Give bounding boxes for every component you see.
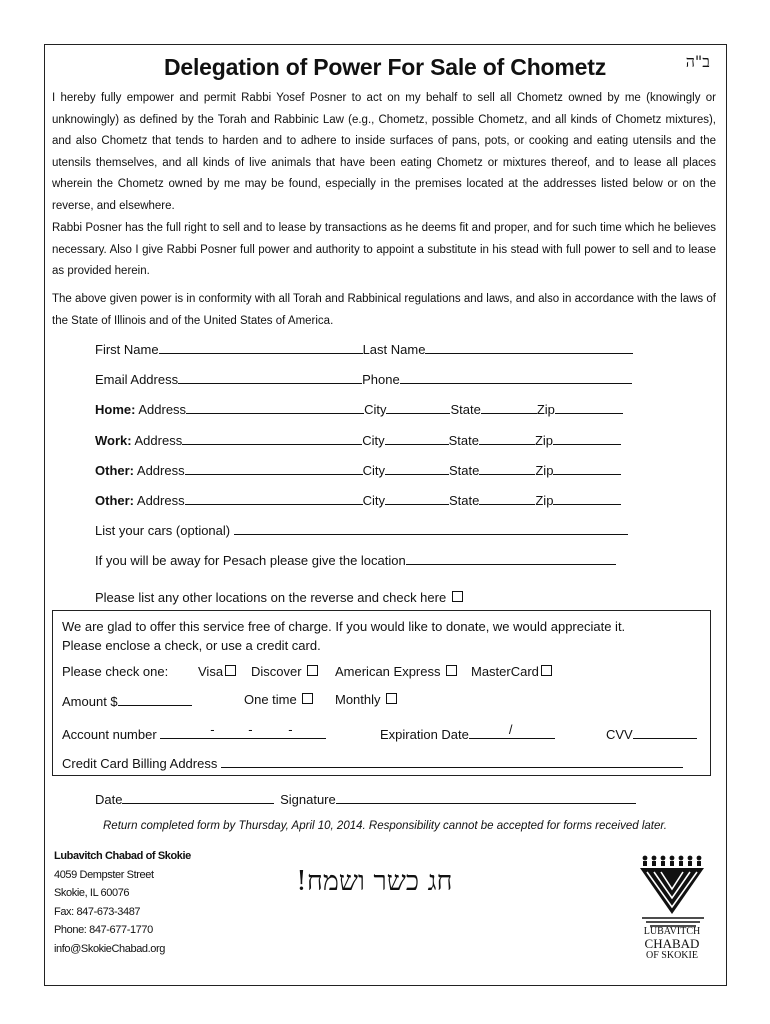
other-zip-field[interactable] [553, 461, 621, 475]
amount-label: Amount $ [62, 694, 118, 709]
work-city-field[interactable] [385, 431, 449, 445]
mastercard-checkbox[interactable] [541, 665, 552, 676]
billing-address-label: Credit Card Billing Address [62, 756, 218, 771]
org-phone: Phone: 847-677-1770 [54, 924, 153, 936]
org-fax: Fax: 847-673-3487 [54, 906, 141, 918]
home-label: Home: [95, 402, 136, 417]
discover-label: Discover [251, 664, 302, 679]
paragraph-conformity: The above given power is in conformity with all Torah and Rabbinical regulations and laws, and also in accordance with the laws of the State of Illinois and of the United States of America. [52, 293, 716, 327]
work-state-field[interactable] [479, 431, 535, 445]
account-number-row [62, 722, 326, 742]
work-address-row [95, 431, 621, 449]
expiration-field[interactable]: / [469, 725, 555, 739]
other-locations-row [95, 590, 463, 608]
other-address-field[interactable] [185, 461, 363, 475]
paragraph-rights: Rabbi Posner has the full right to sell and to lease by transactions as he deems fit and proper, and for such time which he believes necessary. Also I give Rabbi Posner full power and authority to appoint a substitute in his stead with full power to sell and to lease as provided herein. [52, 222, 716, 277]
zip-label: Zip [534, 433, 554, 448]
monthly-label: Monthly [335, 692, 381, 707]
name-row [95, 340, 633, 358]
other-city-field[interactable] [385, 491, 449, 505]
away-location-field[interactable] [406, 551, 616, 565]
one-time-checkbox[interactable] [302, 693, 313, 704]
return-note: Return completed form by Thursday, April 10, 2014. Responsibility cannot be accepted for forms received later. [103, 820, 667, 832]
signoff-row [95, 790, 636, 808]
work-label: Work: [95, 433, 132, 448]
last-name-label: Last Name [362, 342, 426, 357]
other-address-field[interactable] [185, 491, 363, 505]
home-city-field[interactable] [386, 400, 450, 414]
email-label: Email Address [95, 372, 179, 387]
visa-checkbox[interactable] [225, 665, 236, 676]
billing-address-field[interactable] [221, 754, 683, 768]
zip-label: Zip [535, 463, 554, 478]
mastercard-option[interactable] [471, 664, 552, 679]
discover-option[interactable] [251, 664, 318, 679]
enclose-text: Please enclose a check, or use a credit card. [62, 638, 321, 653]
account-number-label: Account number [62, 727, 157, 742]
address-label: Address [136, 463, 185, 478]
date-label: Date [95, 792, 123, 807]
city-label: City [364, 402, 387, 417]
one-time-option[interactable] [244, 692, 313, 707]
expiration-row [380, 722, 555, 742]
other-label: Other: [95, 463, 134, 478]
cars-label: List your cars (optional) [95, 523, 231, 538]
logo-of-skokie: OF SKOKIE [646, 950, 698, 961]
amount-row [62, 692, 192, 709]
cvv-field[interactable] [633, 725, 697, 739]
zip-label: Zip [536, 402, 555, 417]
state-label: State [449, 493, 480, 508]
bh-mark: ב"ה [685, 52, 710, 71]
discover-checkbox[interactable] [307, 665, 318, 676]
first-name-label: First Name [95, 342, 159, 357]
cars-field[interactable] [234, 521, 628, 535]
signature-field[interactable] [336, 790, 636, 804]
other-locations-label: Please list any other locations on the reverse and check here [95, 590, 447, 605]
other-label: Other: [95, 493, 134, 508]
city-label: City [362, 463, 385, 478]
first-name-field[interactable] [159, 340, 363, 354]
visa-label: Visa [198, 664, 224, 679]
home-address-field[interactable] [186, 400, 364, 414]
city-label: City [362, 493, 385, 508]
payment-box [52, 610, 711, 776]
mastercard-label: MasterCard [471, 664, 539, 679]
work-address-field[interactable] [182, 431, 362, 445]
org-city: Skokie, IL 60076 [54, 887, 130, 899]
one-time-label: One time [244, 692, 297, 707]
monthly-option[interactable] [335, 692, 397, 707]
home-zip-field[interactable] [555, 400, 623, 414]
home-address-row [95, 400, 623, 418]
other-address-row [95, 491, 621, 509]
state-label: State [448, 433, 479, 448]
phone-field[interactable] [400, 370, 632, 384]
last-name-field[interactable] [425, 340, 633, 354]
cvv-label: CVV [606, 727, 633, 742]
other-state-field[interactable] [479, 491, 535, 505]
cvv-row [606, 725, 697, 742]
state-label: State [449, 463, 480, 478]
work-zip-field[interactable] [553, 431, 621, 445]
org-name: Lubavitch Chabad of Skokie [54, 850, 191, 862]
billing-address-row [62, 754, 683, 771]
away-label: If you will be away for Pesach please give the location [95, 553, 406, 568]
paragraph-empower: I hereby fully empower and permit Rabbi Yosef Posner to act on my behalf to sell all Chometz owned by me (knowingly or unknowingly) as defined by the Torah and Rabbinic Law (e.g., Chometz, possible Chometz, and all kinds of Chometz mixtures), and also Chometz that tends to harden and to adhere to inside surfaces of pans, pots, or cooking and eating utensils and the utensils themselves, and all kinds of live animals that have been eating Chometz or mixtures thereof, and to lease all places wherein the Chometz owned by me may be found, especially in the premises located at the addresses listed below or on the reverse, and elsewhere. [52, 92, 716, 212]
address-label: Address [134, 433, 183, 448]
address-label: Address [138, 402, 187, 417]
email-row [95, 370, 632, 388]
other-locations-checkbox[interactable] [452, 591, 463, 602]
amex-label: American Express [335, 664, 441, 679]
org-street: 4059 Dempster Street [54, 869, 154, 881]
logo-chabad: CHABAD [644, 936, 700, 951]
check-one-label: Please check one: [62, 664, 169, 679]
logo-lubavitch: LUBAVITCH [643, 926, 701, 937]
other-address-row [95, 461, 621, 479]
phone-label: Phone [362, 372, 400, 387]
date-field[interactable] [122, 790, 274, 804]
org-email: info@SkokieChabad.org [54, 943, 166, 955]
amex-option[interactable] [335, 664, 457, 679]
other-zip-field[interactable] [553, 491, 621, 505]
account-number-field[interactable]: - - - [160, 725, 326, 739]
amount-field[interactable] [118, 692, 192, 706]
email-field[interactable] [178, 370, 362, 384]
signature-label: Signature [280, 792, 336, 807]
away-row [95, 551, 616, 569]
form-title: Delegation of Power For Sale of Chometz [163, 54, 607, 80]
visa-option[interactable] [198, 664, 236, 679]
city-label: City [362, 433, 385, 448]
monthly-checkbox[interactable] [386, 693, 397, 704]
amex-checkbox[interactable] [446, 665, 457, 676]
donation-text: We are glad to offer this service free of charge. If you would like to donate, we would appreciate it. [62, 619, 626, 634]
cars-row [95, 521, 628, 539]
expiration-label: Expiration Date [380, 727, 469, 742]
address-label: Address [136, 493, 185, 508]
holiday-greeting: חג כשר ושמח! [296, 866, 453, 897]
state-label: State [450, 402, 481, 417]
zip-label: Zip [535, 493, 554, 508]
other-state-field[interactable] [479, 461, 535, 475]
other-city-field[interactable] [385, 461, 449, 475]
home-state-field[interactable] [481, 400, 537, 414]
